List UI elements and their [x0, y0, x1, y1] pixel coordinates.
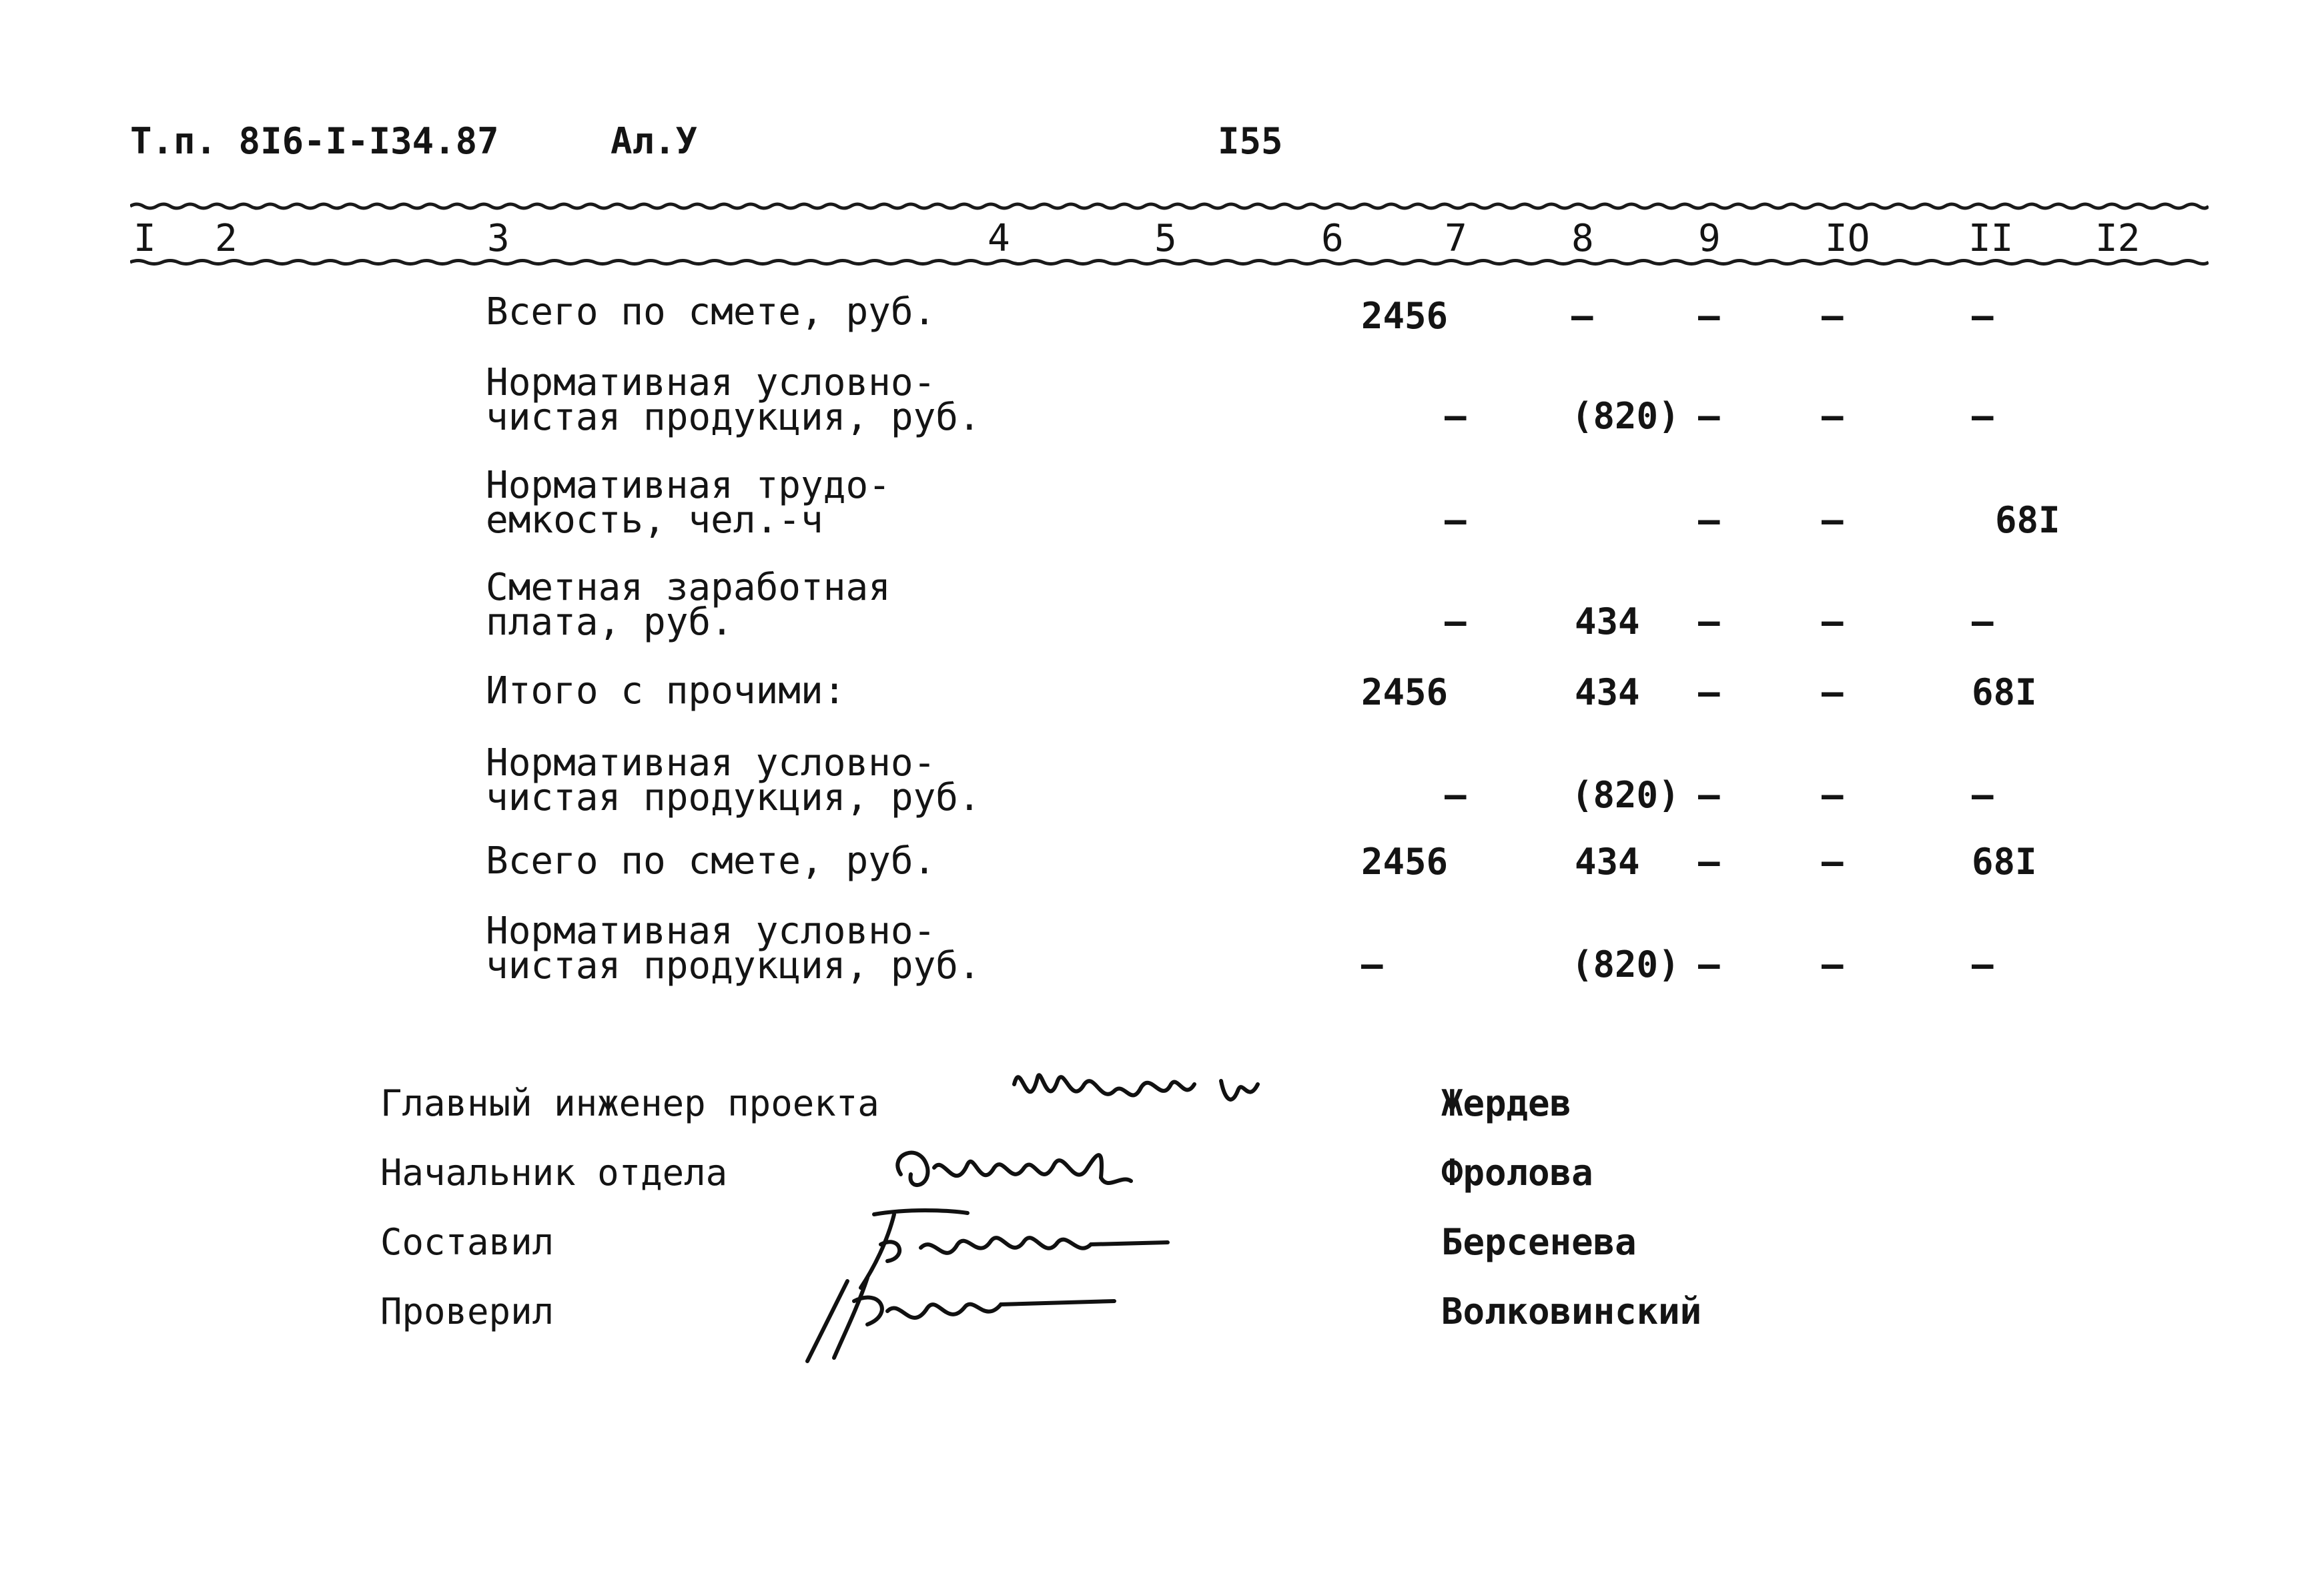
row-7-label: Всего по смете, руб. [486, 839, 936, 883]
row-8-col9: – [1698, 943, 1720, 986]
signature-name-compiled-by: Берсенева [1441, 1221, 1637, 1263]
row-8-col11: – [1972, 943, 1994, 986]
row-3-col10: – [1822, 499, 1844, 541]
row-1-col8: – [1571, 295, 1593, 337]
row-8-label: Нормативная условно- чистая продукция, руб. [486, 909, 981, 988]
row-4-col7: – [1445, 601, 1467, 643]
table-top-rule [130, 202, 2209, 211]
row-6-col7: – [1445, 774, 1467, 816]
column-number-9: 9 [1698, 217, 1721, 260]
row-8-col6: – [1361, 943, 1383, 986]
row-2-col9: – [1698, 395, 1720, 437]
row-7-col11: 68I [1972, 841, 2037, 883]
row-7-col8: 434 [1575, 841, 1640, 883]
row-6-label: Нормативная условно- чистая продукция, руб. [486, 741, 981, 819]
row-5-label: Итого с прочими: [486, 669, 846, 713]
row-6-col10: – [1822, 774, 1844, 816]
row-1-col9: – [1698, 295, 1720, 337]
page-number: I55 [1218, 120, 1283, 162]
row-5-col8: 434 [1575, 671, 1640, 713]
handwritten-signature-chief-engineer [1001, 1044, 1281, 1131]
row-2-col11: – [1972, 395, 1994, 437]
row-5-col11: 68I [1972, 671, 2037, 713]
row-6-col11: – [1972, 774, 1994, 816]
row-7-col9: – [1698, 841, 1720, 883]
column-number-5: 5 [1154, 217, 1177, 260]
column-number-12: I2 [2095, 217, 2141, 260]
column-number-2: 2 [215, 217, 238, 260]
column-number-1: I [133, 217, 156, 260]
row-5-col10: – [1822, 671, 1844, 713]
handwritten-signature-checked-by [794, 1261, 1141, 1368]
column-number-4: 4 [988, 217, 1010, 260]
row-5-col9: – [1698, 671, 1720, 713]
signature-name-chief-engineer: Жердев [1441, 1082, 1572, 1124]
row-1-label: Всего по смете, руб. [486, 290, 936, 334]
row-2-col10: – [1822, 395, 1844, 437]
column-number-7: 7 [1445, 217, 1467, 260]
column-number-10: IO [1825, 217, 1870, 260]
row-3-col9: – [1698, 499, 1720, 541]
signature-role-compiled-by: Составил [380, 1221, 554, 1263]
document-number: Т.п. 8I6-I-I34.87 [130, 120, 499, 162]
row-4-col9: – [1698, 601, 1720, 643]
row-8-col8: (820) [1571, 943, 1680, 986]
album-label: Ал.У [611, 120, 698, 162]
row-3-col11: 68I [1995, 499, 2060, 541]
row-2-col8: (820) [1571, 395, 1680, 437]
signature-role-department-head: Начальник отдела [380, 1152, 728, 1194]
column-number-3: 3 [487, 217, 510, 260]
row-6-col9: – [1698, 774, 1720, 816]
signature-role-checked-by: Проверил [380, 1290, 554, 1332]
row-8-col10: – [1822, 943, 1844, 986]
row-4-label: Сметная заработная плата, руб. [486, 566, 891, 644]
row-2-label: Нормативная условно- чистая продукция, руб. [486, 361, 981, 439]
column-number-6: 6 [1321, 217, 1344, 260]
row-1-col6: 2456 [1361, 295, 1449, 337]
row-3-label: Нормативная трудо- емкость, чел.-ч [486, 464, 891, 542]
row-1-col10: – [1822, 295, 1844, 337]
row-1-col11: – [1972, 295, 1994, 337]
signature-role-chief-engineer: Главный инженер проекта [380, 1082, 879, 1124]
signature-name-department-head: Фролова [1441, 1152, 1593, 1194]
row-6-col8: (820) [1571, 774, 1680, 816]
row-3-col7: – [1445, 499, 1467, 541]
row-4-col11: – [1972, 601, 1994, 643]
row-5-col6: 2456 [1361, 671, 1449, 713]
column-number-8: 8 [1571, 217, 1594, 260]
column-number-11: II [1968, 217, 2014, 260]
row-4-col10: – [1822, 601, 1844, 643]
row-7-col6: 2456 [1361, 841, 1449, 883]
signature-name-checked-by: Волковинский [1441, 1290, 1702, 1332]
row-2-col7: – [1445, 395, 1467, 437]
row-4-col8: 434 [1575, 601, 1640, 643]
row-7-col10: – [1822, 841, 1844, 883]
